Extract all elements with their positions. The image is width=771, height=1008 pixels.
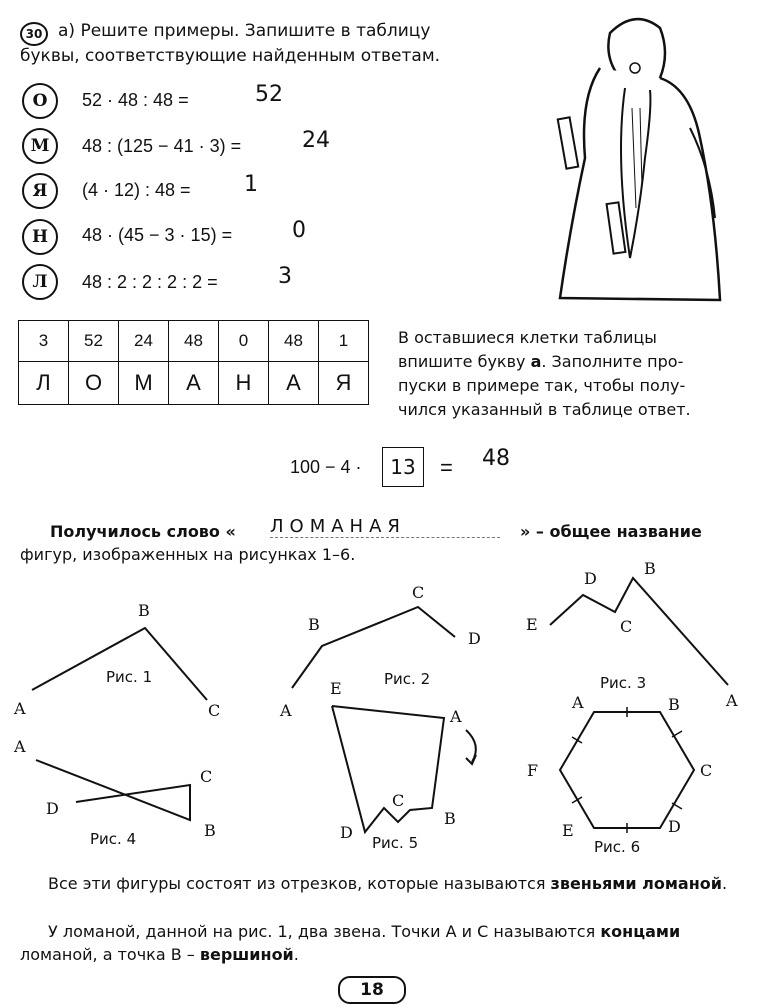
point-label: D [46,799,59,818]
figure-caption: Рис. 2 [384,670,431,688]
figure-caption: Рис. 1 [106,668,153,686]
figure-1 [32,628,207,700]
table-cell-number: 52 [69,321,119,362]
example-letter: О [22,83,58,119]
point-label: F [527,761,539,780]
point-label: B [444,809,456,828]
point-label: E [562,821,574,840]
figure-caption: Рис. 5 [372,834,419,852]
point-label: A [450,707,462,726]
point-label: C [412,583,425,602]
table-cell-letter: Я [319,362,369,405]
table-cell-letter: А [169,362,219,405]
example-expression: 48 : 2 : 2 : 2 : 2 = [82,272,218,292]
text: впишите букву [398,352,531,371]
point-label: C [700,761,713,780]
table-cell-letter: М [119,362,169,405]
point-label: D [468,629,481,648]
word-sentence-line2: фигур, изображенных на рисунках 1–6. [20,545,356,564]
example-letter: Я [22,173,58,209]
point-label: B [308,615,320,634]
point-label: E [526,615,538,634]
figure-4 [36,760,190,820]
task-intro-line1: а) Решите примеры. Запишите в таблицу [58,21,431,41]
example-answer: 24 [302,128,330,153]
word-answer: ЛОМАНАЯ [270,516,500,538]
equation-blank-box: 13 [382,447,424,487]
definition-paragraph-1 [20,872,740,895]
page-number: 18 [338,976,406,1004]
point-label: B [204,821,216,840]
word-sentence-post: » – общее название [520,522,702,541]
task-intro-line2: буквы, соответствующие найденным ответам. [20,46,441,66]
figure-caption: Рис. 6 [594,838,641,856]
example-expression: 52 · 48 : 48 = [82,90,189,110]
point-label: C [208,701,221,720]
equation-answer: 48 [482,446,510,471]
example-expression: (4 · 12) : 48 = [82,180,191,200]
figure-caption: Рис. 4 [90,830,137,848]
example-expression: 48 : (125 − 41 · 3) = [82,136,242,156]
figure-3 [550,578,728,685]
point-label: D [340,823,353,842]
table-cell-letter: Л [19,362,69,405]
point-label: C [620,617,633,636]
point-label: A [726,691,738,710]
example-answer: 1 [244,172,258,197]
example-letter: М [22,128,58,164]
table-cell-number: 48 [269,321,319,362]
table-cell-number: 3 [19,321,69,362]
instruction-line: чился указанный в таблице ответ. [398,400,691,419]
point-label: B [138,601,150,620]
figure-6 [560,707,694,833]
figure-caption: Рис. 3 [600,674,647,692]
bold-letter: а [530,352,542,371]
text: Все эти фигуры состоят из отрезков, которые называются [48,874,551,893]
example-expression: 48 · (45 − 3 · 15) = [82,225,233,245]
point-label: A [280,701,292,720]
point-label: B [668,695,680,714]
text: У ломаной, данной на рис. 1, два звена. Точки A и C называются [48,922,601,941]
bold-term: звеньями ломаной [550,874,722,893]
table-cell-number: 48 [169,321,219,362]
table-cell-letter: А [269,362,319,405]
word-sentence-pre: Получилось слово « [50,522,236,541]
table-cell-number: 1 [319,321,369,362]
text: . Заполните про- [541,352,684,371]
point-label: C [392,791,405,810]
example-answer: 52 [255,82,283,107]
point-label: E [330,679,342,698]
text: . [293,945,299,964]
equation-equals: = [440,455,453,480]
point-label: B [644,559,656,578]
point-label: D [668,817,681,836]
example-answer: 0 [292,218,306,243]
equation-left: 100 − 4 · [290,457,362,477]
instruction-line: пуски в примере так, чтобы полу- [398,376,686,395]
example-answer: 3 [278,264,292,289]
bold-term: вершиной [199,945,294,964]
point-label: A [14,699,26,718]
table-cell-number: 0 [219,321,269,362]
point-label: A [572,693,584,712]
task-number-badge: 30 [20,22,48,46]
point-label: A [14,737,26,756]
definition-paragraph-2 [20,920,740,966]
example-letter: Н [22,219,58,255]
bold-term: концами [600,922,681,941]
point-label: C [200,767,213,786]
table-cell-letter: О [69,362,119,405]
table-cell-number: 24 [119,321,169,362]
text: ломаной, а точка B – [20,945,200,964]
text: . [721,874,728,893]
table-cell-letter: Н [219,362,269,405]
instruction-line: В оставшиеся клетки таблицы [398,328,657,347]
point-label: D [584,569,597,588]
example-letter: Л [22,264,58,300]
